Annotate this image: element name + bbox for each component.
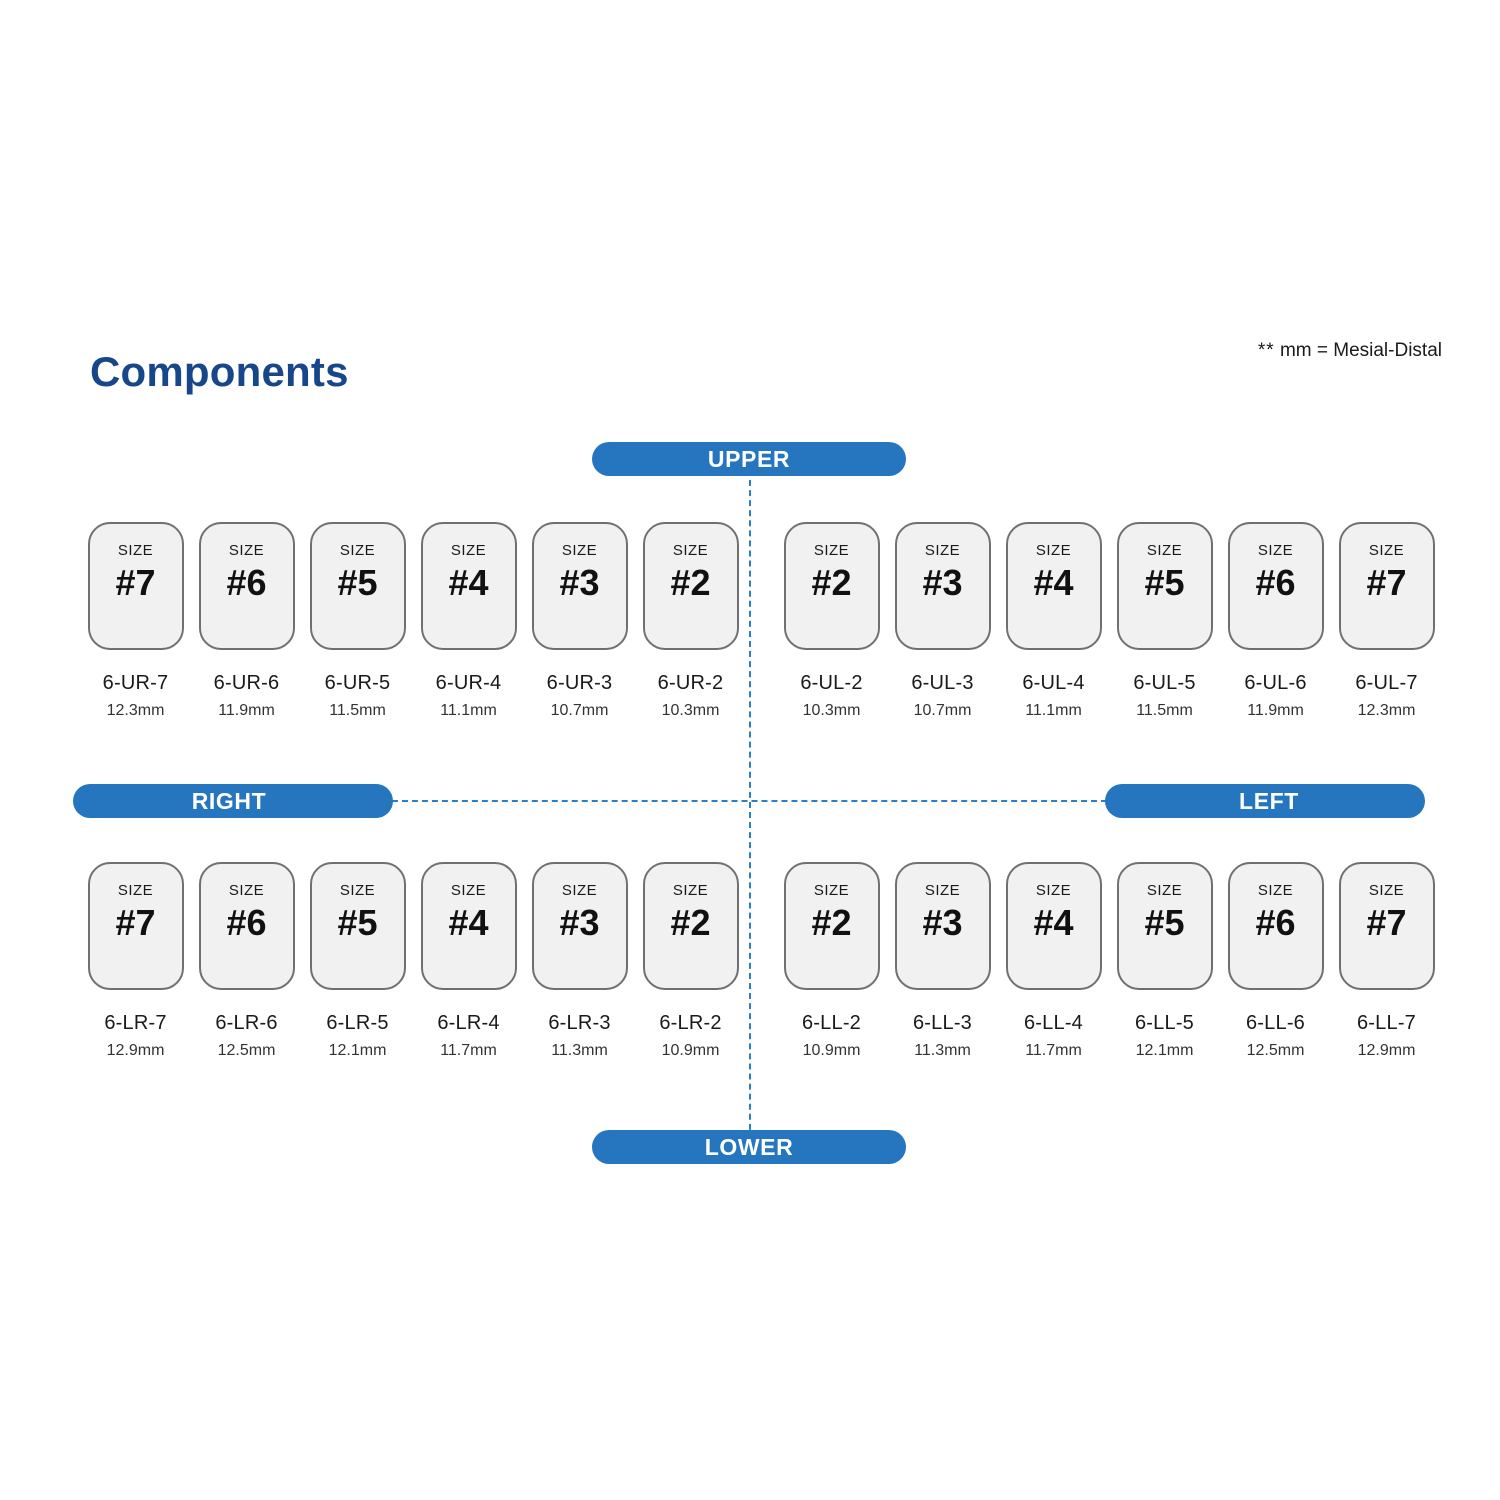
size-chip[interactable]	[88, 862, 184, 990]
tooth-item[interactable]	[524, 862, 635, 1060]
size-number: #6	[1255, 562, 1296, 603]
tooth-code: 6-UL-7	[1355, 672, 1418, 694]
tooth-code: 6-UR-6	[213, 672, 280, 694]
tooth-code: 6-LR-2	[659, 1012, 722, 1034]
tooth-mm: 12.1mm	[1135, 1042, 1194, 1059]
tooth-mm: 11.7mm	[440, 1042, 497, 1059]
size-number: #4	[448, 562, 489, 603]
quadrant-upper-left	[776, 522, 1442, 720]
tooth-code: 6-LR-4	[437, 1012, 500, 1034]
tooth-item[interactable]	[1109, 862, 1220, 1060]
size-chip[interactable]	[895, 522, 991, 650]
size-word: SIZE	[1146, 882, 1183, 899]
size-number: #4	[1033, 562, 1074, 603]
tooth-code: 6-LR-3	[548, 1012, 611, 1034]
lower-arch-row	[80, 862, 1442, 1060]
tooth-mm: 12.3mm	[106, 702, 165, 719]
upper-arch-row	[80, 522, 1442, 720]
tooth-mm: 12.1mm	[328, 1042, 387, 1059]
legend-note	[1258, 340, 1442, 362]
size-chip[interactable]	[643, 522, 739, 650]
size-number: #6	[1255, 902, 1296, 943]
size-number: #7	[1366, 902, 1407, 943]
tooth-mm: 12.5mm	[217, 1042, 276, 1059]
size-number: #5	[337, 902, 378, 943]
tooth-mm: 12.9mm	[1357, 1042, 1416, 1059]
size-number: #5	[1144, 902, 1185, 943]
size-chip[interactable]	[1339, 862, 1435, 990]
size-chip[interactable]	[199, 862, 295, 990]
tooth-item[interactable]	[80, 862, 191, 1060]
size-chip[interactable]	[1006, 522, 1102, 650]
tooth-code: 6-LL-6	[1245, 1012, 1305, 1034]
tooth-item[interactable]	[302, 862, 413, 1060]
label-right: RIGHT	[73, 784, 393, 818]
legend-stars: **	[1257, 340, 1275, 361]
tooth-code: 6-UL-4	[1022, 672, 1085, 694]
tooth-code: 6-UR-5	[324, 672, 391, 694]
tooth-item[interactable]	[635, 862, 746, 1060]
size-chip[interactable]	[310, 522, 406, 650]
size-chip[interactable]	[1006, 862, 1102, 990]
size-number: #3	[922, 902, 963, 943]
size-number: #5	[1144, 562, 1185, 603]
tooth-mm: 11.9mm	[218, 702, 275, 719]
size-word: SIZE	[228, 542, 265, 559]
tooth-item[interactable]	[998, 522, 1109, 720]
size-number: #3	[559, 902, 600, 943]
size-chip[interactable]	[532, 862, 628, 990]
size-number: #5	[337, 562, 378, 603]
size-word: SIZE	[561, 882, 598, 899]
tooth-code: 6-LR-7	[104, 1012, 167, 1034]
size-word: SIZE	[117, 882, 154, 899]
tooth-item[interactable]	[887, 862, 998, 1060]
size-word: SIZE	[672, 882, 709, 899]
tooth-item[interactable]	[1220, 522, 1331, 720]
size-word: SIZE	[1368, 882, 1405, 899]
tooth-code: 6-LL-7	[1356, 1012, 1416, 1034]
tooth-mm: 10.9mm	[661, 1042, 720, 1059]
tooth-mm: 10.3mm	[802, 702, 861, 719]
tooth-mm: 11.3mm	[551, 1042, 608, 1059]
tooth-mm: 11.5mm	[1136, 702, 1193, 719]
tooth-mm: 12.5mm	[1246, 1042, 1305, 1059]
tooth-mm: 12.9mm	[106, 1042, 165, 1059]
tooth-item[interactable]	[776, 862, 887, 1060]
size-chip[interactable]	[1117, 522, 1213, 650]
tooth-item[interactable]	[1220, 862, 1331, 1060]
size-word: SIZE	[1257, 882, 1294, 899]
tooth-item[interactable]	[302, 522, 413, 720]
size-number: #6	[226, 562, 267, 603]
size-number: #6	[226, 902, 267, 943]
size-chip[interactable]	[88, 522, 184, 650]
size-word: SIZE	[672, 542, 709, 559]
size-word: SIZE	[450, 542, 487, 559]
page-title: Components	[90, 348, 349, 395]
size-word: SIZE	[339, 882, 376, 899]
label-upper: UPPER	[592, 442, 906, 476]
size-number: #2	[811, 562, 852, 603]
tooth-item[interactable]	[191, 862, 302, 1060]
size-word: SIZE	[1257, 542, 1294, 559]
size-chip[interactable]	[643, 862, 739, 990]
size-number: #4	[1033, 902, 1074, 943]
size-number: #7	[1366, 562, 1407, 603]
size-word: SIZE	[924, 542, 961, 559]
label-lower: LOWER	[592, 1130, 906, 1164]
size-chip[interactable]	[532, 522, 628, 650]
size-word: SIZE	[1146, 542, 1183, 559]
size-chip[interactable]	[1228, 522, 1324, 650]
size-chip[interactable]	[421, 862, 517, 990]
tooth-mm: 10.7mm	[550, 702, 609, 719]
tooth-code: 6-UR-2	[657, 672, 724, 694]
size-word: SIZE	[1368, 542, 1405, 559]
size-chip[interactable]	[784, 862, 880, 990]
tooth-item[interactable]	[413, 522, 524, 720]
tooth-code: 6-UL-3	[911, 672, 974, 694]
size-number: #2	[670, 902, 711, 943]
size-word: SIZE	[561, 542, 598, 559]
size-word: SIZE	[228, 882, 265, 899]
tooth-item[interactable]	[413, 862, 524, 1060]
size-chip[interactable]	[421, 522, 517, 650]
size-number: #2	[811, 902, 852, 943]
tooth-item[interactable]	[1331, 862, 1442, 1060]
size-word: SIZE	[813, 542, 850, 559]
tooth-mm: 11.1mm	[440, 702, 497, 719]
size-word: SIZE	[813, 882, 850, 899]
size-number: #7	[115, 562, 156, 603]
size-word: SIZE	[339, 542, 376, 559]
size-chip[interactable]	[310, 862, 406, 990]
tooth-item[interactable]	[776, 522, 887, 720]
size-chip[interactable]	[1228, 862, 1324, 990]
tooth-mm: 10.7mm	[913, 702, 972, 719]
tooth-mm: 12.3mm	[1357, 702, 1416, 719]
tooth-item[interactable]	[887, 522, 998, 720]
size-word: SIZE	[1035, 542, 1072, 559]
size-chip[interactable]	[199, 522, 295, 650]
tooth-mm: 11.9mm	[1247, 702, 1304, 719]
tooth-item[interactable]	[998, 862, 1109, 1060]
tooth-mm: 10.3mm	[661, 702, 720, 719]
size-word: SIZE	[1035, 882, 1072, 899]
size-word: SIZE	[450, 882, 487, 899]
tooth-mm: 10.9mm	[802, 1042, 861, 1059]
tooth-item[interactable]	[635, 522, 746, 720]
quadrant-lower-right	[80, 862, 746, 1060]
tooth-code: 6-LR-6	[215, 1012, 278, 1034]
tooth-code: 6-LR-5	[326, 1012, 389, 1034]
size-number: #3	[559, 562, 600, 603]
tooth-item[interactable]	[1109, 522, 1220, 720]
size-word: SIZE	[924, 882, 961, 899]
tooth-code: 6-UR-3	[546, 672, 613, 694]
tooth-code: 6-UL-2	[800, 672, 863, 694]
size-number: #3	[922, 562, 963, 603]
size-chip[interactable]	[1339, 522, 1435, 650]
size-number: #7	[115, 902, 156, 943]
size-chip[interactable]	[1117, 862, 1213, 990]
quadrant-lower-left	[776, 862, 1442, 1060]
label-left: LEFT	[1105, 784, 1425, 818]
size-number: #4	[448, 902, 489, 943]
tooth-item[interactable]	[524, 522, 635, 720]
tooth-item[interactable]	[80, 522, 191, 720]
quadrant-upper-right	[80, 522, 746, 720]
tooth-code: 6-UL-6	[1244, 672, 1307, 694]
tooth-code: 6-UL-5	[1133, 672, 1196, 694]
tooth-mm: 11.7mm	[1025, 1042, 1082, 1059]
tooth-code: 6-LL-4	[1023, 1012, 1083, 1034]
legend-text: mm = Mesial-Distal	[1279, 340, 1442, 361]
size-word: SIZE	[117, 542, 154, 559]
tooth-code: 6-UR-7	[102, 672, 169, 694]
tooth-code: 6-LL-2	[801, 1012, 861, 1034]
size-chip[interactable]	[895, 862, 991, 990]
tooth-mm: 11.5mm	[329, 702, 386, 719]
tooth-item[interactable]	[1331, 522, 1442, 720]
tooth-mm: 11.1mm	[1025, 702, 1082, 719]
size-number: #2	[670, 562, 711, 603]
tooth-item[interactable]	[191, 522, 302, 720]
tooth-code: 6-UR-4	[435, 672, 502, 694]
size-chip[interactable]	[784, 522, 880, 650]
tooth-code: 6-LL-3	[912, 1012, 972, 1034]
tooth-mm: 11.3mm	[914, 1042, 971, 1059]
horizontal-midline-divider	[382, 800, 1117, 802]
tooth-code: 6-LL-5	[1134, 1012, 1194, 1034]
